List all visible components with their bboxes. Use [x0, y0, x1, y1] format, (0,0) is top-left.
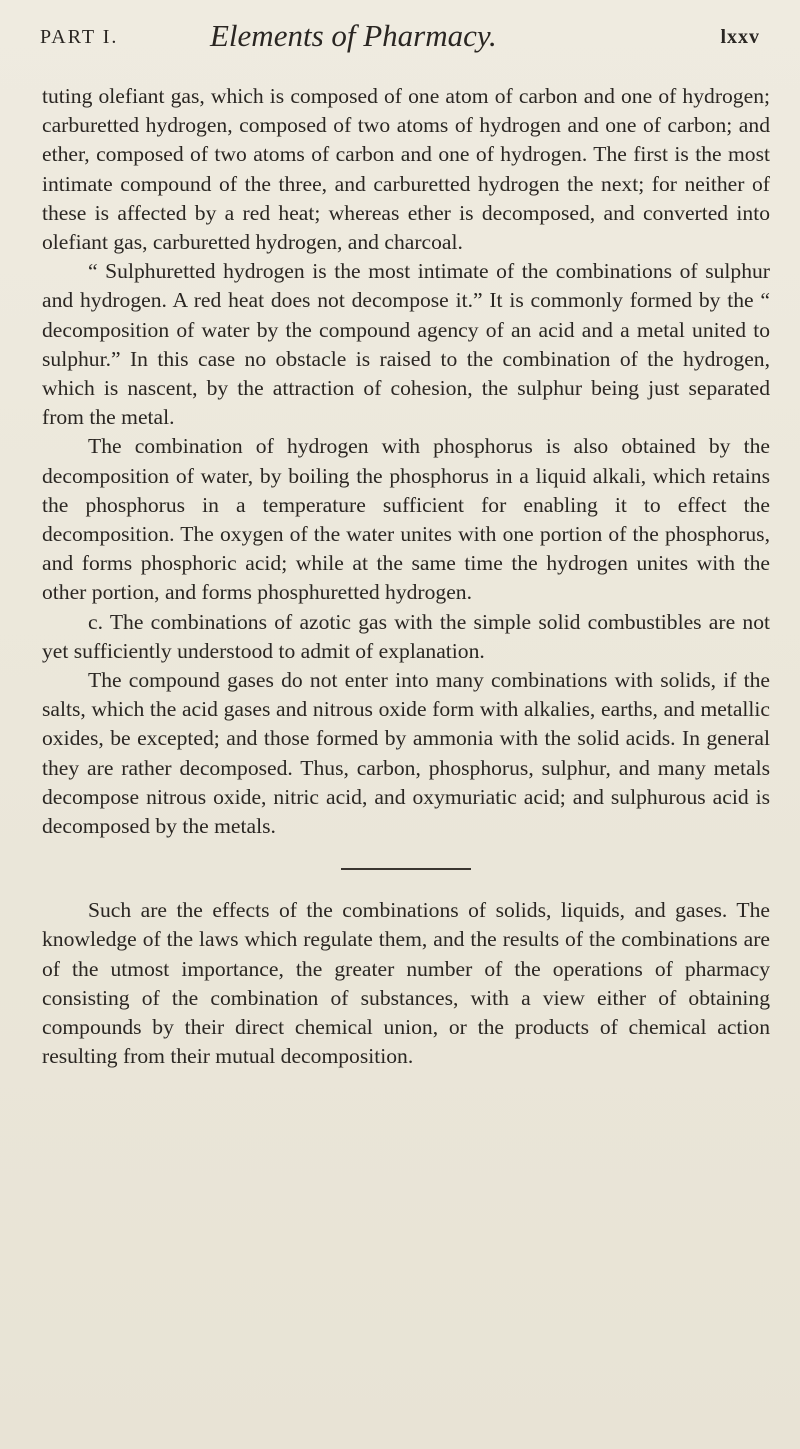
paragraph-sulphuretted-hydrogen: “ Sulphuretted hydrogen is the most intimate of the combinations of sulphur and hydrogen. A red heat does not decompose it.” It is commonly formed by the “ decomposition of water by the compound agency of an acid and a metal united to sulphur.” In this case no obstacle is raised to the combination of the hydrogen, which is nascent, by the attraction of cohesion, the sulphur being just separated from the metal.	[42, 259, 770, 430]
paragraph-summary: Such are the effects of the combinations of solids, liquids, and gases. The knowledge of the laws which regulate them, and the results of the combinations are of the utmost importance, the greater number of the operations of pharmacy consisting of the combination of substances, with a view either of obtaining compounds by their direct chemical union, or the products of chemical action resulting from their mutual decomposition.	[42, 898, 770, 1069]
paragraph-olefiant-gas: tuting olefiant gas, which is composed of one atom of carbon and one of hydrogen; carburetted hydrogen, composed of two atoms of hydrogen and one of carbon; and ether, composed of two atoms of carbon and one of hydrogen. The first is the most intimate compound of the three, and carburetted hydrogen the next; for neither of these is affected by a red heat; whereas ether is decomposed, and converted into olefiant gas, carburetted hydrogen, and charcoal.	[42, 84, 770, 255]
page-number: lxxv	[720, 26, 760, 48]
paragraph-azotic-gas: c. The combinations of azotic gas with the simple solid combustibles are not yet sufficiently understood to admit of explanation.	[42, 609, 770, 663]
section-divider	[341, 868, 471, 870]
part-label: PART I.	[40, 26, 119, 48]
paragraph-compound-gases: The compound gases do not enter into many combinations with solids, if the salts, which the acid gases and nitrous oxide form with alkalies, earths, and metallic oxides, be excepted; and those formed by ammonia with the solid acids. In general they are rather decomposed. Thus, carbon, phosphorus, sulphur, and many metals decompose nitrous oxide, nitric acid, and oxymuriatic acid; and sulphurous acid is decomposed by the metals.	[42, 668, 770, 839]
body-text	[42, 82, 770, 1072]
running-title: Elements of Pharmacy.	[210, 18, 497, 53]
paragraph-phosphuretted-hydrogen: The combination of hydrogen with phosphorus is also obtained by the decomposition of water, by boiling the phosphorus in a liquid alkali, which retains the phosphorus in a temperature sufficient for enabling it to effect the decomposition. The oxygen of the water unites with one portion of the phosphorus, and forms phosphoric acid; while at the same time the hydrogen unites with the other portion, and forms phosphuretted hydrogen.	[42, 434, 770, 605]
running-header	[40, 14, 760, 54]
